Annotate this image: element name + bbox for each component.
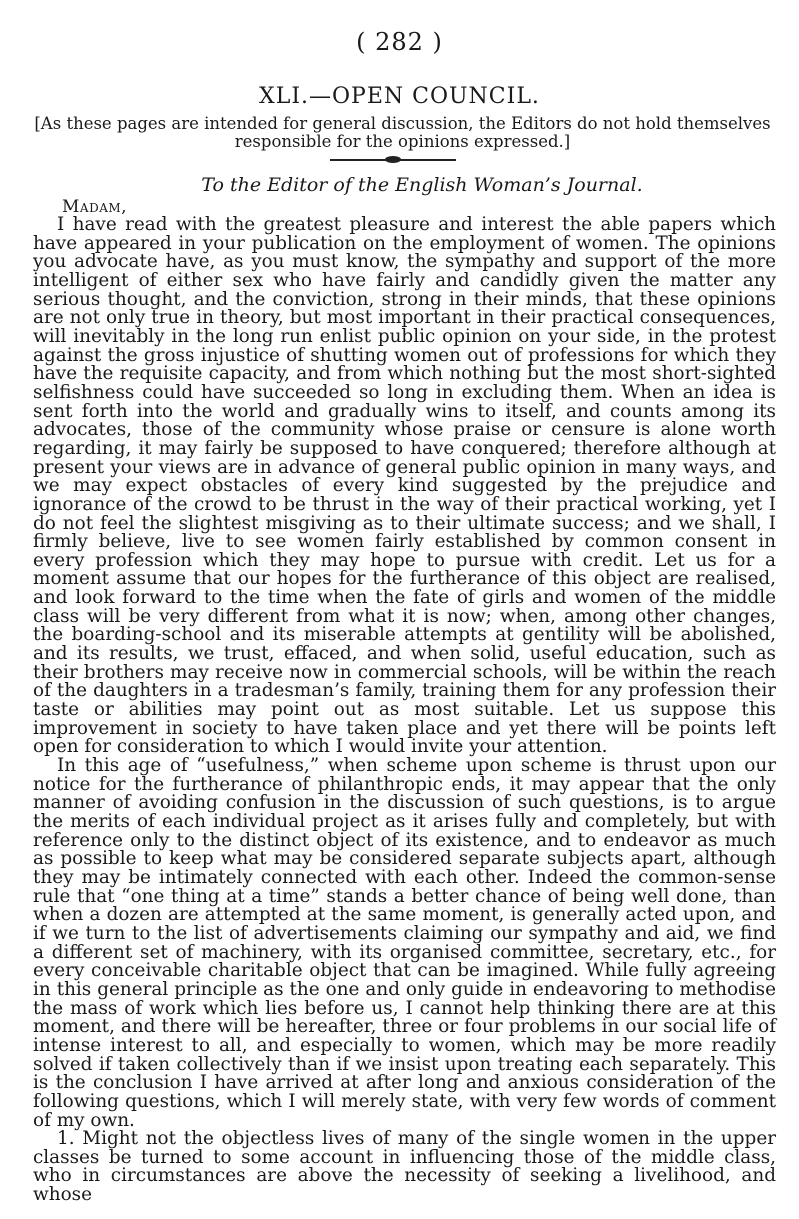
paragraph-1: I have read with the greatest pleasure and interest the able papers which have appeared in your publication on the employment of women. The opinions you advocate have, as you must know, the sympathy and support of the more intelligent of either sex who have fairly and candidly given the matter any serious thought, and the conviction, strong in their minds, that these opinions are not only true in theory, but most important in their practical consequences, will inevitably in the long run enlist public opinion on your side, in the protest against the gross injustice of shutting women out of professions for which they have the requisite capacity, and from which nothing but the most short-sighted selfishness could have succeeded so long in excluding them. When an idea is sent forth into the world and gradually wins to itself, and counts among its advocates, those of the community whose praise or censure is alone worth regarding, it may fairly be supposed to have conquered; therefore although at present your views are in advance of general public opinion in many ways, and we may expect obstacles of every kind suggested by the prejudice and ignorance of the crowd to be thrust in the way of their practical working, yet I do not feel the slightest misgiving as to their ultimate success; and we shall, I firmly believe, live to see women fairly established by common consent in every profession which they may hope to pursue with credit. Let us for a moment assume that our hopes for the furtherance of this object are realised, and look forward to the time when the fate of girls and women of the middle class will be very different from what it is now; when, among other changes, the boarding-school and its miserable attempts at gentility will be abolished, and its results, we trust, effaced, and when solid, useful education, such as their brothers may receive now in commercial schools, will be within the reach of the daughters in a tradesman’s family, training them for any profession their taste or abilities may point out as most suitable. Let us suppose this improvement in society to have taken place and yet there will be points left open for consideration to which I would invite your attention. (33, 214, 776, 758)
paragraph-3: 1. Might not the objectless lives of many of the single women in the upper classes be turned to some account in influencing those of the middle class, who in circumstances are above the necessity of seeking a livelihood, and whose (33, 1128, 776, 1206)
divider-ornament-icon (385, 156, 401, 163)
ornamental-divider (330, 157, 456, 163)
letter-body (33, 216, 776, 1205)
letter-salutation: Madam, (62, 197, 128, 217)
page-number: ( 282 ) (356, 28, 443, 56)
paragraph-2: In this age of “usefulness,” when scheme upon scheme is thrust upon our notice for the furtherance of philanthropic ends, it may appear that the only manner of avoiding confusion in the discussion of such questions, is to argue the merits of each individual project as it arises fully and completely, but with reference only to the distinct object of its existence, and to endeavor as much as possible to keep what may be considered separate subjects apart, although they may be intimately connected with each other. Indeed the common-sense rule that “one thing at a time” stands a better chance of being well done, than when a dozen are attempted at the same moment, is generally acted upon, and if we turn to the list of advertisements claiming our sympathy and aid, we find a different set of machinery, with its organised committee, secretary, etc., for every conceivable charitable object that can be imagined. While fully agreeing in this general principle as the one and only guide in endeavoring to methodise the mass of work which lies before us, I cannot help thinking there are at this moment, and there will be hereafter, three or four problems in our social life of intense interest to all, and especially to women, which may be more readily solved if taken collectively than if we insist upon treating each separately. This is the conclusion I have arrived at after long and anxious consideration of the following questions, which I will merely state, with very few words of comment of my own. (33, 755, 776, 1131)
letter-address: To the Editor of the English Woman’s Journal. (201, 174, 643, 196)
editorial-note: [As these pages are intended for general discussion, the Editors do not hold themselves responsible for the opinions expressed.] (34, 114, 771, 151)
section-title: XLI.—OPEN COUNCIL. (259, 84, 540, 109)
